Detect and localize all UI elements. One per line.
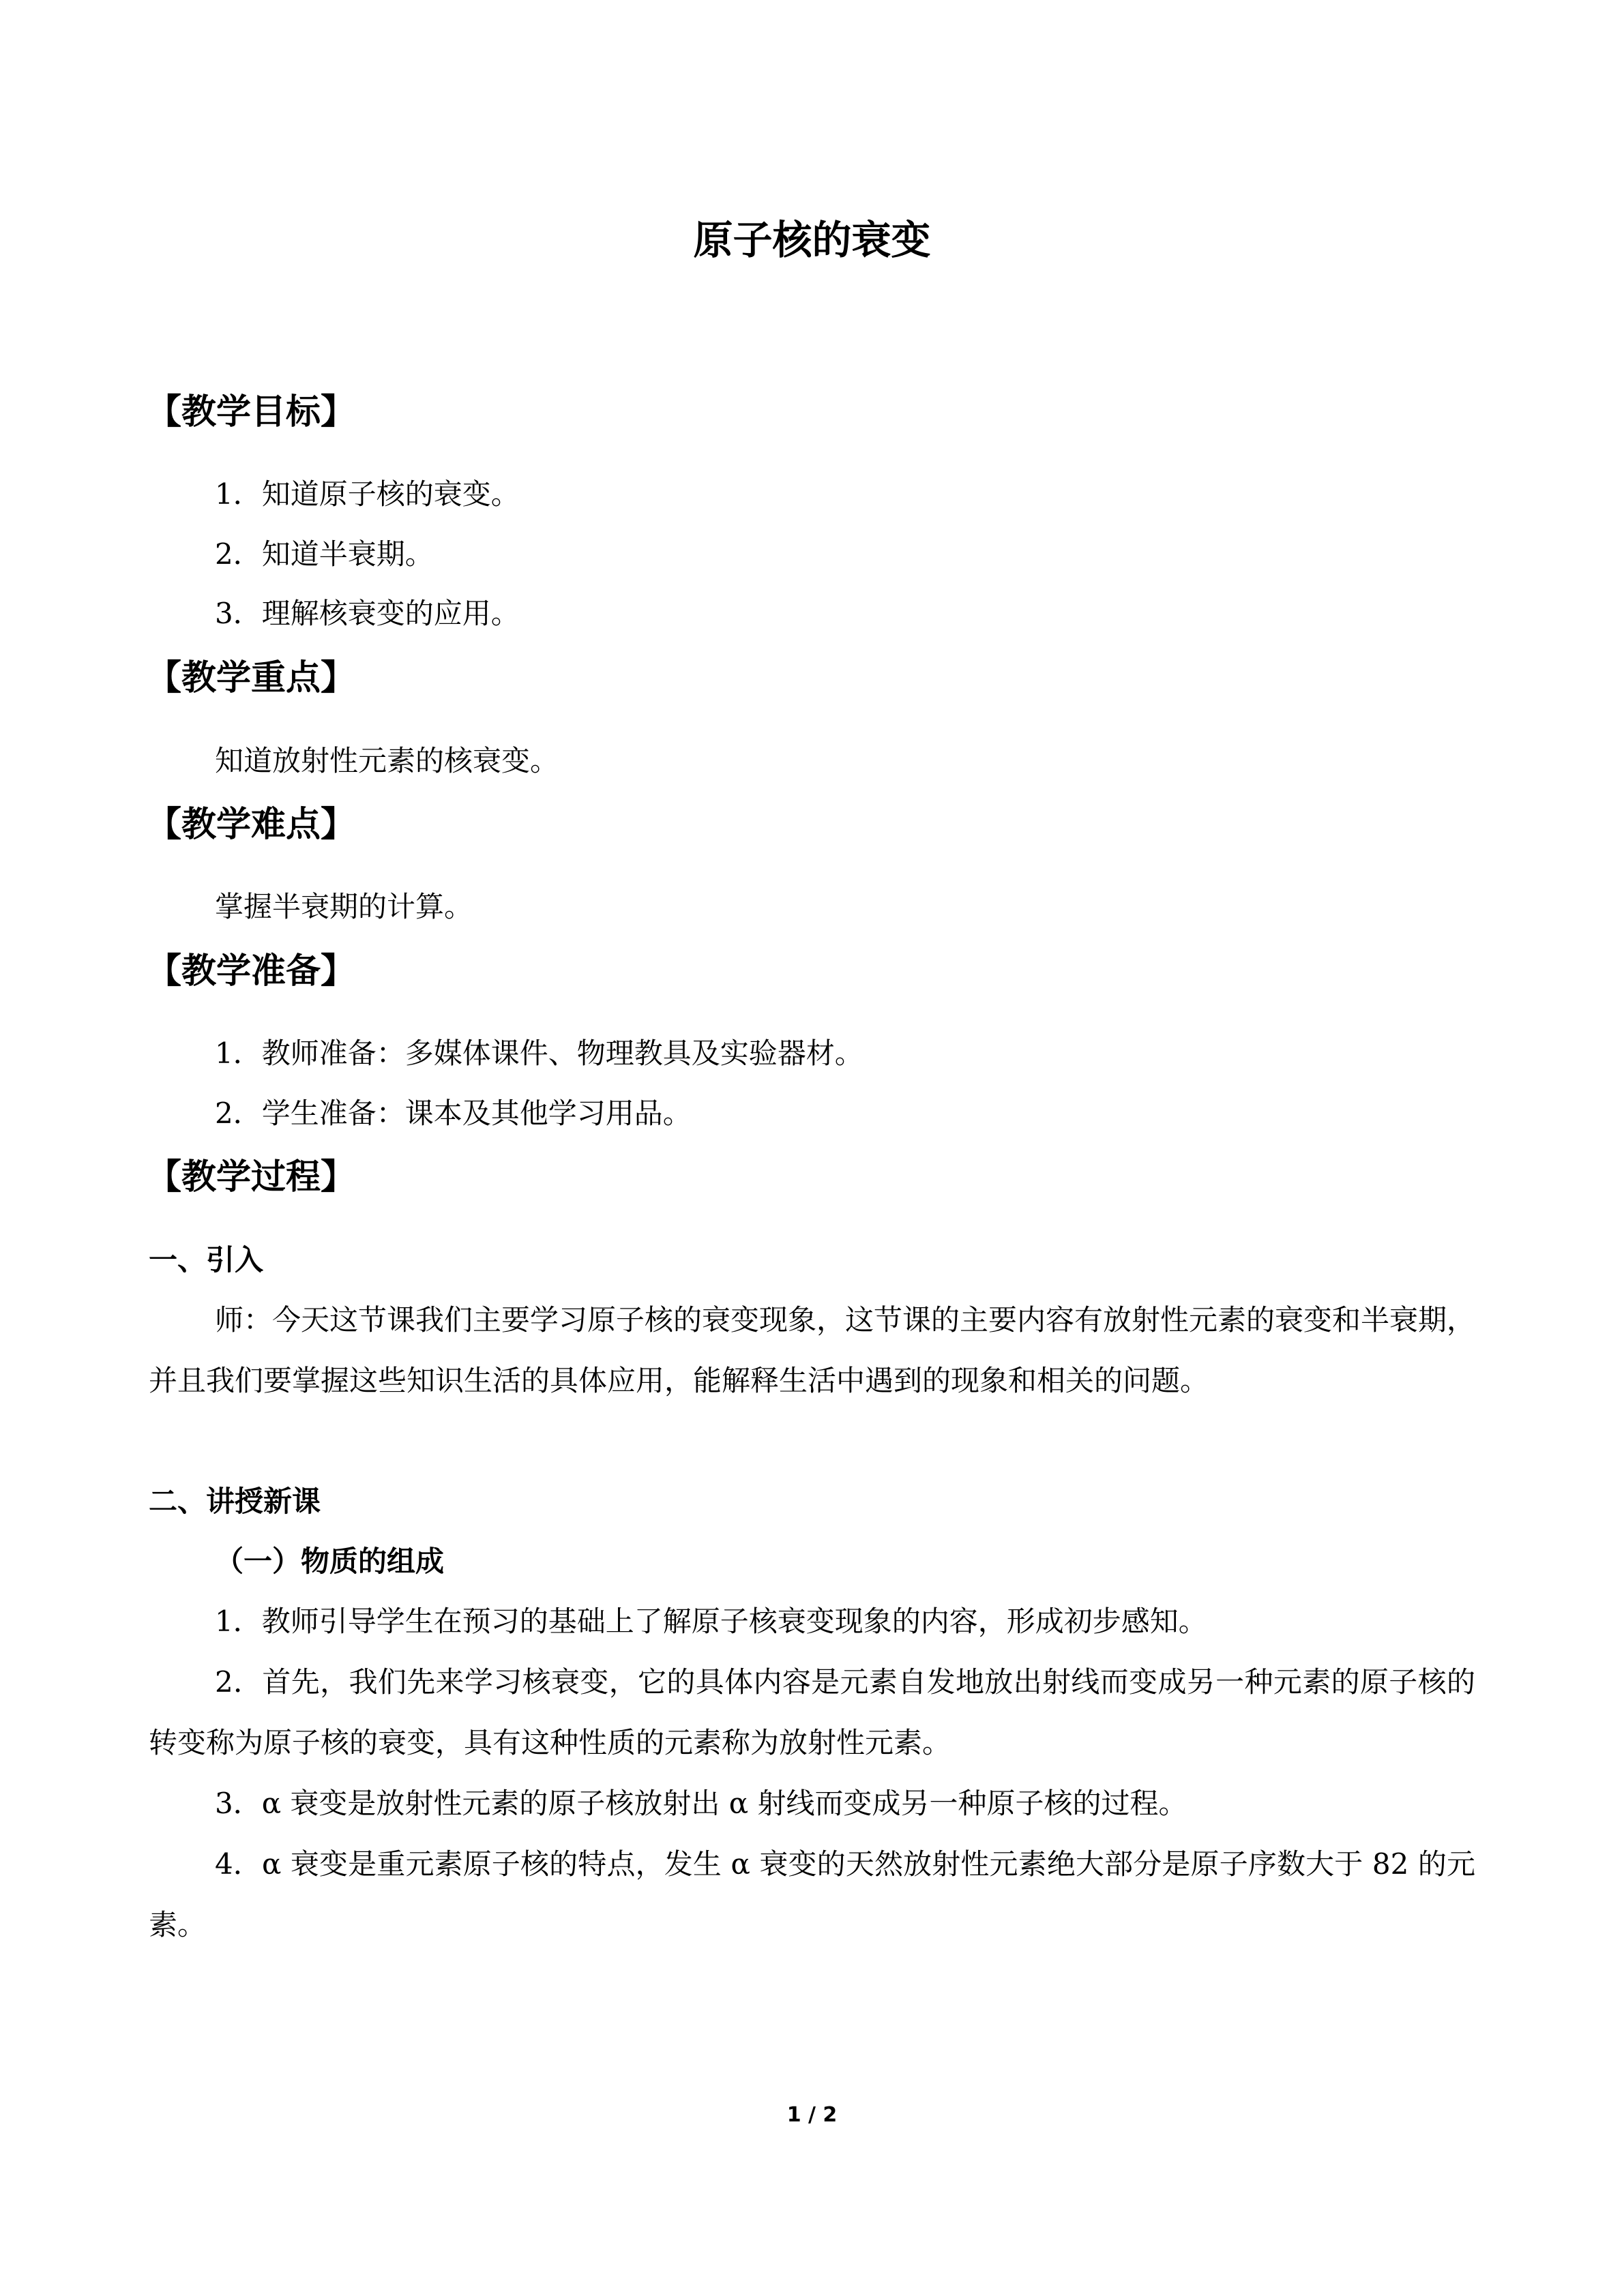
lesson-paragraph: 1．教师引导学生在预习的基础上了解原子核衰变现象的内容，形成初步感知。 <box>215 1605 1207 1638</box>
section-heading-difficulties: 【教学难点】 <box>147 805 356 845</box>
section-heading-goals: 【教学目标】 <box>147 392 356 432</box>
difficulties-text: 掌握半衰期的计算。 <box>215 890 473 923</box>
lesson-paragraph: 2．首先，我们先来学习核衰变，它的具体内容是元素自发地放出射线而变成另一种元素的原子核的转变称为原子核的衰变，具有这种性质的元素称为放射性元素。 <box>149 1665 1475 1759</box>
lesson-paragraph: 3．α 衰变是放射性元素的原子核放射出 α 射线而变成另一种原子核的过程。 <box>215 1787 1187 1820</box>
new-lesson-subheading: （一）物质的组成 <box>215 1545 445 1578</box>
intro-paragraph: 师：今天这节课我们主要学习原子核的衰变现象，这节课的主要内容有放射性元素的衰变和半衰期，并且我们要掌握这些知识生活的具体应用，能解释生活中遇到的现象和相关的问题。 <box>149 1303 1476 1397</box>
section-heading-key-points: 【教学重点】 <box>147 658 356 698</box>
preparation-item: 2．学生准备：课本及其他学习用品。 <box>215 1097 692 1130</box>
section-heading-process: 【教学过程】 <box>147 1157 356 1197</box>
preparation-item: 1．教师准备：多媒体课件、物理教具及实验器材。 <box>215 1037 863 1070</box>
goal-item: 2．知道半衰期。 <box>215 537 434 571</box>
goal-item: 3．理解核衰变的应用。 <box>215 597 520 630</box>
new-lesson-heading: 二、讲授新课 <box>149 1485 321 1518</box>
page-number: 1 / 2 <box>786 2103 838 2127</box>
goal-item: 1．知道原子核的衰变。 <box>215 477 520 511</box>
intro-heading: 一、引入 <box>149 1243 264 1277</box>
section-heading-preparation: 【教学准备】 <box>147 951 356 992</box>
lesson-paragraph: 4．α 衰变是重元素原子核的特点，发生 α 衰变的天然放射性元素绝大部分是原子序数大于 82 的元素。 <box>149 1847 1475 1941</box>
key-points-text: 知道放射性元素的核衰变。 <box>215 744 559 777</box>
document-title: 原子核的衰变 <box>693 217 931 263</box>
